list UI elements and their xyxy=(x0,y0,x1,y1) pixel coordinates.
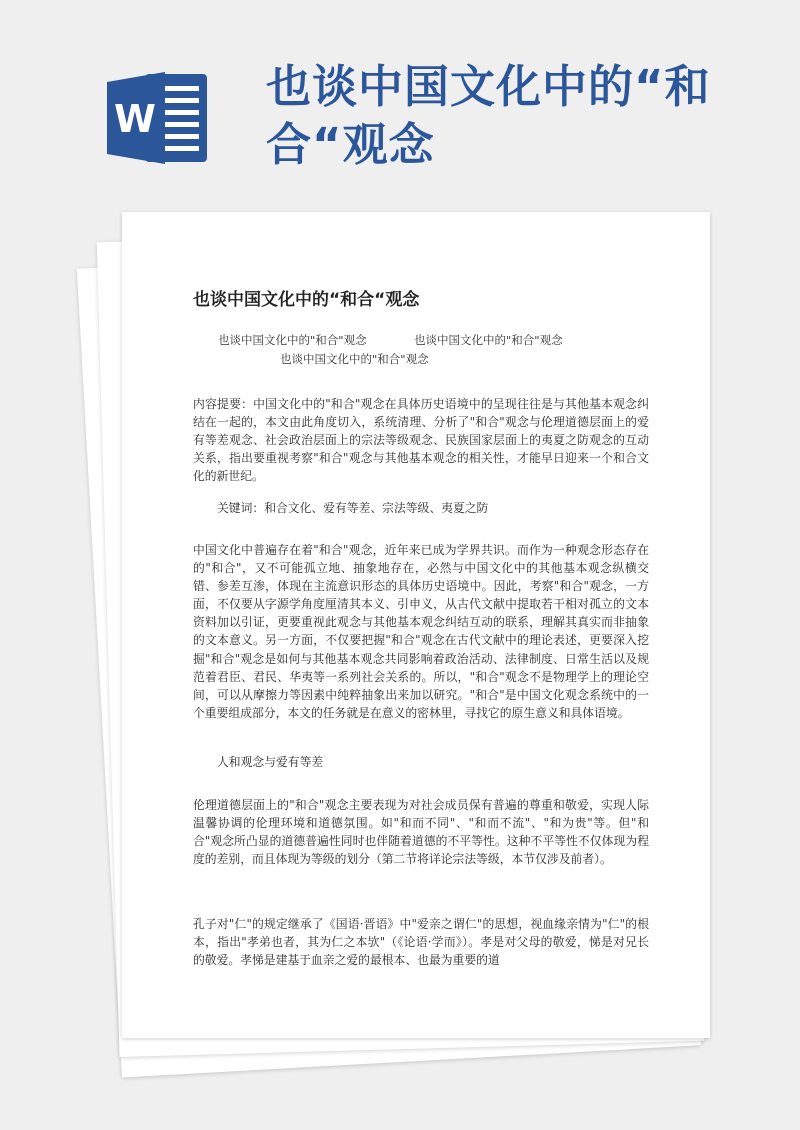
subtitle-line-2: 也谈中国文化中的"和合"观念 xyxy=(414,333,563,347)
word-document-icon xyxy=(107,72,211,164)
ethics-paragraph: 伦理道德层面上的"和合"观念主要表现为对社会成员保有普遍的尊重和敬爱，实现人际温馨协调的伦理环境和道德氛围。如"和而不同"、"和而不流"、"和为贵"等。但"和合"观念所凸显的道德普遍性同时也伴随着道德的不平等性。这种不平等性不仅体现为程度的差别，而且体现为等级的划分（第二节将详论宗法等级，本节仅涉及前者）。 xyxy=(193,798,649,867)
banner-title: 也谈中国文化中的“和合“观念 xyxy=(266,60,711,171)
confucius-paragraph: 孔子对"仁"的规定继承了《国语·晋语》中"爱亲之谓仁"的思想，视血缘亲情为"仁"的根本，指出"孝弟也者，其为仁之本欤"（《论语·学而》）。孝是对父母的敬爱，悌是对兄长的敬爱。孝悌是建基于血亲之爱的最根本、也最为重要的道 xyxy=(193,917,649,968)
document-title: 也谈中国文化中的“和合“观念 xyxy=(193,290,420,310)
subtitle-line-3: 也谈中国文化中的"和合"观念 xyxy=(280,352,429,366)
keywords-line: 关键词：和合文化、爱有等差、宗法等级、夷夏之防 xyxy=(217,501,489,515)
intro-paragraph: 中国文化中普遍存在着"和合"观念，近年来已成为学界共识。而作为一种观念形态存在的"和合"，又不可能孤立地、抽象地存在，必然与中国文化中的其他基本观念纵横交错、参差互渗，体现在主流意识形态的具体历史语境中。因此，考察"和合"观念，一方面，不仅要从字源学角度厘清其本义、引申义，从古代文献中提取若干相对孤立的文本资料加以引证，更要重视此观念与其他基本观念纠结互动的联系，理解其真实而非抽象的文本意义。另一方面，不仅要把握"和合"观念在古代文献中的理论表述，更要深入挖掘"和合"观念是如何与其他基本观念共同影响着政治活动、法律制度、日常生活以及规范着君臣、君民、华夷等一系列社会关系的。所以，"和合"观念不是物理学上的理论空间，可以从摩擦力等因素中纯粹抽象出来加以研究。"和合"是中国文化观念系统中的一个重要组成部分，本文的任务就是在意义的密林里，寻找它的原生意义和具体语境。 xyxy=(193,543,649,720)
abstract-paragraph: 内容提要：中国文化中的"和合"观念在具体历史语境中的呈现往往是与其他基本观念纠结在一起的，本文由此角度切入，系统清理、分析了"和合"观念与伦理道德层面上的爱有等差观念、社会政治层面上的宗法等级观念、民族国家层面上的夷夏之防观念的互动关系，指出要重视考察"和合"观念与其他基本观念的相关性，才能早日迎来一个和合文化的新世纪。 xyxy=(193,397,649,484)
logo-letter: W xyxy=(114,97,156,141)
subtitle-line-1: 也谈中国文化中的"和合"观念 xyxy=(218,333,367,347)
document-page xyxy=(122,212,710,1038)
section-heading: 人和观念与爱有等差 xyxy=(217,755,324,769)
